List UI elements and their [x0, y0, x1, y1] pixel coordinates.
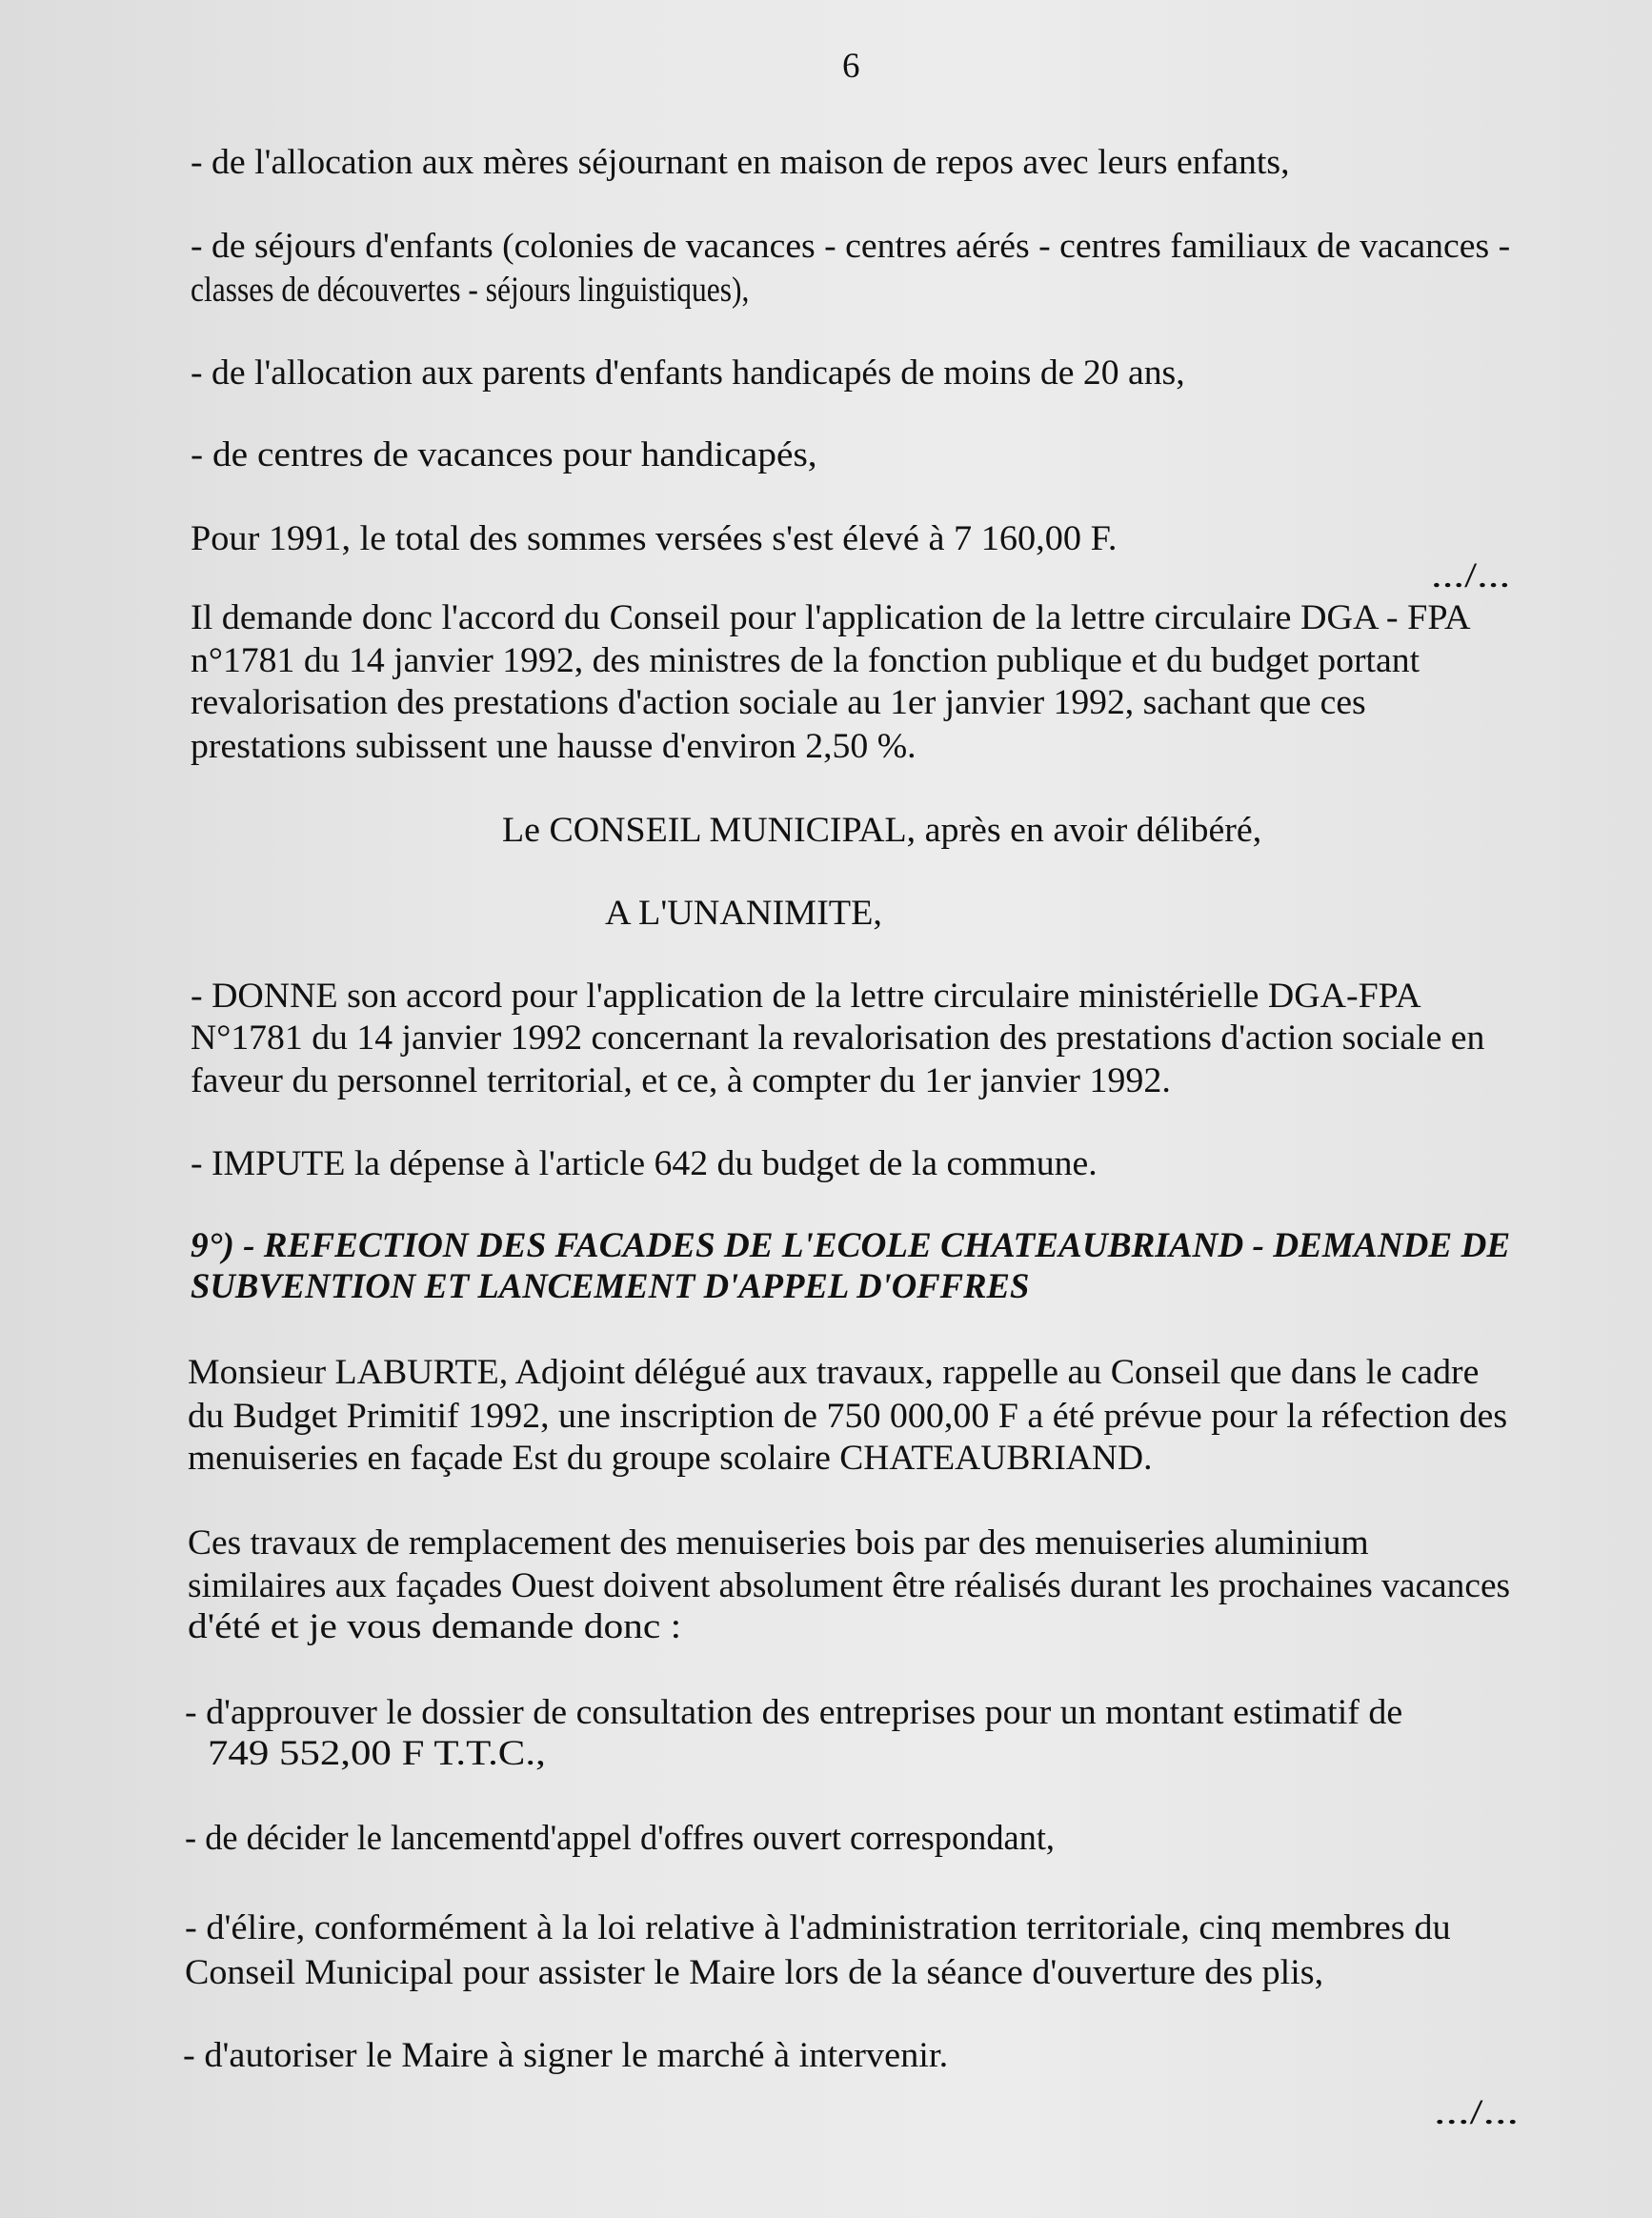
continuation-mark: .../... [1431, 555, 1511, 595]
page-number: 6 [842, 47, 860, 86]
request-item: Conseil Municipal pour assister le Maire lors de la séance d'ouverture des plis, [185, 1953, 1324, 1993]
request-item: - d'approuver le dossier de consultation des entreprises pour un montant estimatif de [185, 1693, 1403, 1733]
paragraph-line: similaires aux façades Ouest doivent absolument être réalisés durant les prochaines vacances [188, 1565, 1511, 1605]
request-item: - d'élire, conformément à la loi relative à l'administration territoriale, cinq membres du [185, 1907, 1452, 1947]
list-item: - de l'allocation aux mères séjournant en maison de repos avec leurs enfants, [191, 143, 1290, 183]
decision-item: N°1781 du 14 janvier 1992 concernant la revalorisation des prestations d'action sociale en [191, 1018, 1485, 1059]
paragraph-line: revalorisation des prestations d'action sociale au 1er janvier 1992, sachant que ces [191, 683, 1367, 723]
request-item: - d'autoriser le Maire à signer le marché à intervenir. [182, 2035, 948, 2075]
paragraph-line: n°1781 du 14 janvier 1992, des ministres de la fonction publique et du budget portant [191, 640, 1420, 680]
unanimity-heading: A L'UNANIMITE, [605, 894, 883, 934]
paragraph-line: Monsieur LABURTE, Adjoint délégué aux travaux, rappelle au Conseil que dans le cadre [188, 1352, 1480, 1392]
continuation-mark: .../... [1434, 2093, 1520, 2133]
council-heading: Le CONSEIL MUNICIPAL, après en avoir délibéré, [502, 810, 1262, 850]
paragraph-line: menuiseries en façade Est du groupe scolaire CHATEAUBRIAND. [188, 1439, 1153, 1479]
list-item: - de centres de vacances pour handicapés, [191, 435, 818, 475]
paragraph-line: d'été et je vous demande donc : [188, 1606, 682, 1646]
section-heading: SUBVENTION ET LANCEMENT D'APPEL D'OFFRES [191, 1267, 1030, 1307]
request-item: - de décider le lancementd'appel d'offres ouvert correspondant, [185, 1819, 1056, 1859]
decision-item: - IMPUTE la dépense à l'article 642 du budget de la commune. [191, 1144, 1098, 1184]
decision-item: faveur du personnel territorial, et ce, à compter du 1er janvier 1992. [191, 1060, 1172, 1100]
request-item: 749 552,00 F T.T.C., [208, 1734, 547, 1774]
paragraph-line: du Budget Primitif 1992, une inscription de 750 000,00 F a été prévue pour la réfection des [188, 1396, 1508, 1436]
paragraph-line: prestations subissent une hausse d'environ 2,50 %. [191, 727, 917, 767]
decision-item: - DONNE son accord pour l'application de la lettre circulaire ministérielle DGA-FPA [191, 976, 1421, 1016]
list-item: classes de découvertes - séjours linguistiques), [191, 270, 750, 310]
list-item: - de séjours d'enfants (colonies de vacances - centres aérés - centres familiaux de vacances - [191, 226, 1511, 266]
section-heading: 9°) - REFECTION DES FACADES DE L'ECOLE CHATEAUBRIAND - DEMANDE DE [191, 1226, 1511, 1266]
paragraph-line: Il demande donc l'accord du Conseil pour l'application de la lettre circulaire DGA - FPA [191, 598, 1471, 638]
list-item: - de l'allocation aux parents d'enfants handicapés de moins de 20 ans, [191, 353, 1186, 393]
paragraph-line: Ces travaux de remplacement des menuiseries bois par des menuiseries aluminium [188, 1523, 1370, 1563]
paragraph-line: Pour 1991, le total des sommes versées s'est élevé à 7 160,00 F. [191, 519, 1118, 559]
